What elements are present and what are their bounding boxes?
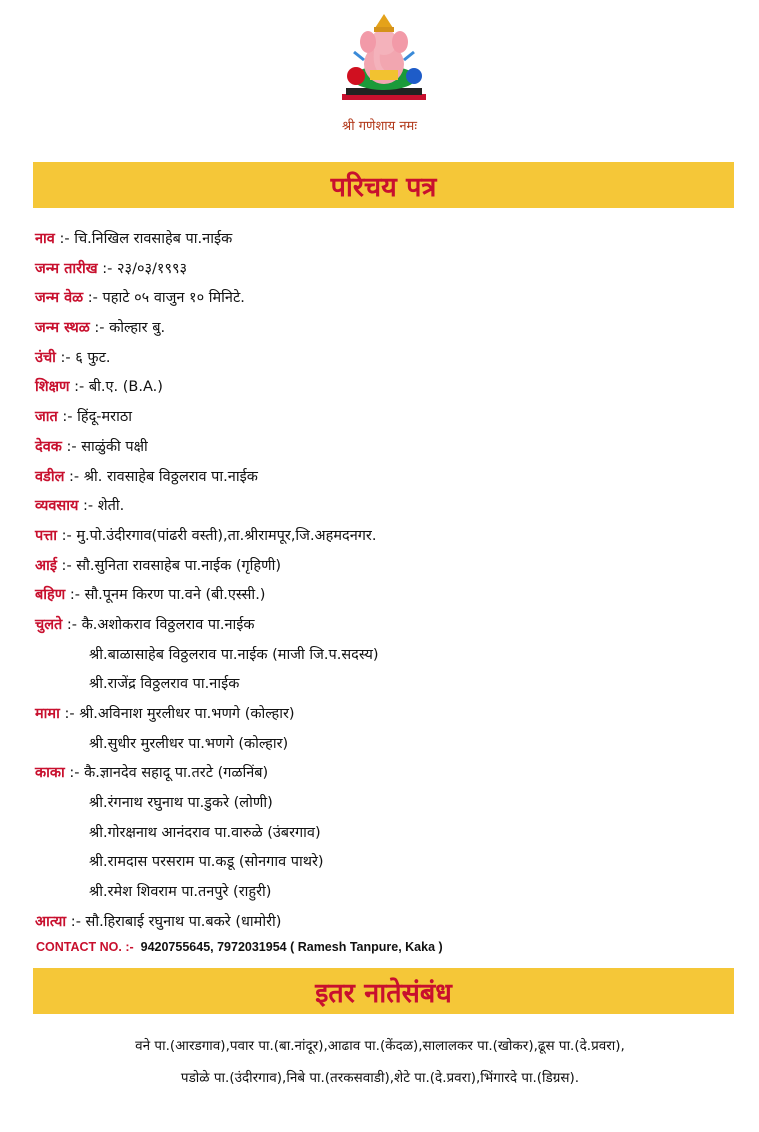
- field-label: वडील: [35, 468, 65, 485]
- field-label: काका: [35, 765, 65, 782]
- field-value: श्री.अविनाश मुरलीधर पा.भणगे (कोल्हार): [79, 706, 295, 722]
- field-value: श्री.रंगनाथ रघुनाथ पा.डुकरे (लोणी): [89, 795, 273, 812]
- field-label: जात: [35, 409, 58, 426]
- contact-label: CONTACT NO. :-: [36, 940, 134, 954]
- field-value: श्री.रामदास परसराम पा.कडू (सोनगाव पाथरे): [89, 854, 324, 871]
- contact-line: [36, 940, 443, 954]
- biodata-fields: [35, 225, 735, 938]
- field-value: श्री.सुधीर मुरलीधर पा.भणगे (कोल्हार): [89, 735, 289, 752]
- field-label: जन्म वेळ: [35, 290, 84, 307]
- field-row: व्यवसाय :- शेती.: [35, 498, 125, 515]
- field-value: पहाटे ०५ वाजुन १० मिनिटे.: [102, 290, 245, 307]
- field-row: देवक :- साळुंकी पक्षी: [35, 438, 148, 455]
- field-value: श्री.बाळासाहेब विठ्ठलराव पा.नाईक (माजी जि.प.सदस्य): [89, 646, 379, 663]
- field-label: शिक्षण: [35, 379, 70, 396]
- field-label: चुलते: [35, 616, 63, 633]
- relations-banner: [33, 968, 734, 1014]
- field-label: आत्या: [35, 913, 67, 930]
- relations-line: वने पा.(आरडगाव),पवार पा.(बा.नांदूर),आढाव पा.(केंदळ),सालालकर पा.(खोकर),ढूस पा.(दे.प्रवरा),: [135, 1038, 625, 1054]
- field-row: [35, 641, 735, 671]
- field-value: बी.ए. (B.A.): [88, 379, 163, 396]
- field-row: वडील :- श्री. रावसाहेब विठ्ठलराव पा.नाईक: [35, 468, 258, 485]
- field-row: जन्म तारीख :- २३/०३/१९९३: [35, 260, 188, 277]
- field-row: [35, 789, 735, 819]
- field-label: देवक: [35, 438, 62, 455]
- ganesha-idol-icon: [334, 12, 434, 104]
- field-row: [35, 848, 735, 878]
- field-label: बहिण: [35, 587, 66, 604]
- field-row: जन्म स्थळ :- कोल्हार बु.: [35, 320, 166, 337]
- field-row: पत्ता :- मु.पो.उंदीरगाव(पांढरी वस्ती),ता.श्रीरामपूर,जि.अहमदनगर.: [35, 527, 377, 544]
- field-row: बहिण :- सौ.पूनम किरण पा.वने (बी.एस्सी.): [35, 587, 266, 604]
- field-value: शेती.: [97, 498, 125, 515]
- field-row: [35, 819, 735, 849]
- field-label: नाव: [35, 231, 55, 247]
- field-row: [35, 878, 735, 908]
- field-value: मु.पो.उंदीरगाव(पांढरी वस्ती),ता.श्रीरामपूर,जि.अहमदनगर.: [76, 527, 377, 544]
- field-label: उंची: [35, 349, 56, 366]
- field-row: [35, 730, 735, 760]
- field-value: सौ.सुनिता रावसाहेब पा.नाईक (गृहिणी): [76, 557, 282, 574]
- field-value: चि.निखिल रावसाहेब पा.नाईक: [74, 231, 233, 247]
- title-banner: [33, 162, 734, 208]
- field-label: पत्ता: [35, 527, 58, 544]
- page-title: परिचय पत्र: [330, 171, 437, 203]
- field-row: उंची :- ६ फुट.: [35, 349, 111, 366]
- field-value: कै.अशोकराव विठ्ठलराव पा.नाईक: [81, 616, 255, 633]
- field-row: शिक्षण :- बी.ए. (B.A.): [35, 379, 163, 396]
- field-value: कै.ज्ञानदेव सहादू पा.तरटे (गळनिंब): [84, 765, 269, 782]
- field-value: सौ.पूनम किरण पा.वने (बी.एस्सी.): [84, 587, 266, 604]
- field-label: मामा: [35, 706, 60, 722]
- field-label: आई: [35, 557, 57, 574]
- relations-line: पडोळे पा.(उंदीरगाव),निबे पा.(तरकसवाडी),शेटे पा.(दे.प्रवरा),भिंगारदे पा.(डिग्रस).: [180, 1070, 580, 1086]
- field-value: २३/०३/१९९३: [117, 260, 188, 277]
- relations-text: [30, 1030, 730, 1094]
- field-row: आत्या :- सौ.हिराबाई रघुनाथ पा.बकरे (धामोरी): [35, 913, 282, 930]
- field-value: श्री.गोरक्षनाथ आनंदराव पा.वारुळे (उंबरगाव): [89, 824, 321, 841]
- field-row: काका :- कै.ज्ञानदेव सहादू पा.तरटे (गळनिंब): [35, 765, 269, 782]
- field-value: कोल्हार बु.: [109, 320, 166, 337]
- field-value: श्री.राजेंद्र विठ्ठलराव पा.नाईक: [89, 676, 240, 693]
- field-value: ६ फुट.: [75, 349, 111, 366]
- relations-title: इतर नातेसंबंध: [315, 977, 452, 1009]
- field-row: आई :- सौ.सुनिता रावसाहेब पा.नाईक (गृहिणी): [35, 557, 282, 574]
- field-row: [35, 670, 735, 700]
- field-label: जन्म तारीख: [35, 260, 98, 277]
- field-row: जात :- हिंदू-मराठा: [35, 409, 133, 426]
- invocation-text: श्री गणेशाय नमः: [342, 119, 417, 134]
- field-value: साळुंकी पक्षी: [81, 438, 148, 455]
- field-value: श्री. रावसाहेब विठ्ठलराव पा.नाईक: [83, 468, 258, 485]
- field-label: जन्म स्थळ: [35, 320, 90, 337]
- field-label: व्यवसाय: [35, 498, 79, 515]
- field-value: सौ.हिराबाई रघुनाथ पा.बकरे (धामोरी): [85, 913, 282, 930]
- field-row: नाव :- चि.निखिल रावसाहेब पा.नाईक: [35, 231, 233, 247]
- field-row: चुलते :- कै.अशोकराव विठ्ठलराव पा.नाईक: [35, 616, 255, 633]
- field-row: मामा :- श्री.अविनाश मुरलीधर पा.भणगे (कोल्हार): [35, 706, 295, 722]
- field-value: हिंदू-मराठा: [77, 409, 133, 426]
- contact-value: 9420755645, 7972031954 ( Ramesh Tanpure, Kaka ): [140, 940, 443, 954]
- field-row: जन्म वेळ :- पहाटे ०५ वाजुन १० मिनिटे.: [35, 290, 245, 307]
- field-value: श्री.रमेश शिवराम पा.तनपुरे (राहुरी): [89, 884, 272, 901]
